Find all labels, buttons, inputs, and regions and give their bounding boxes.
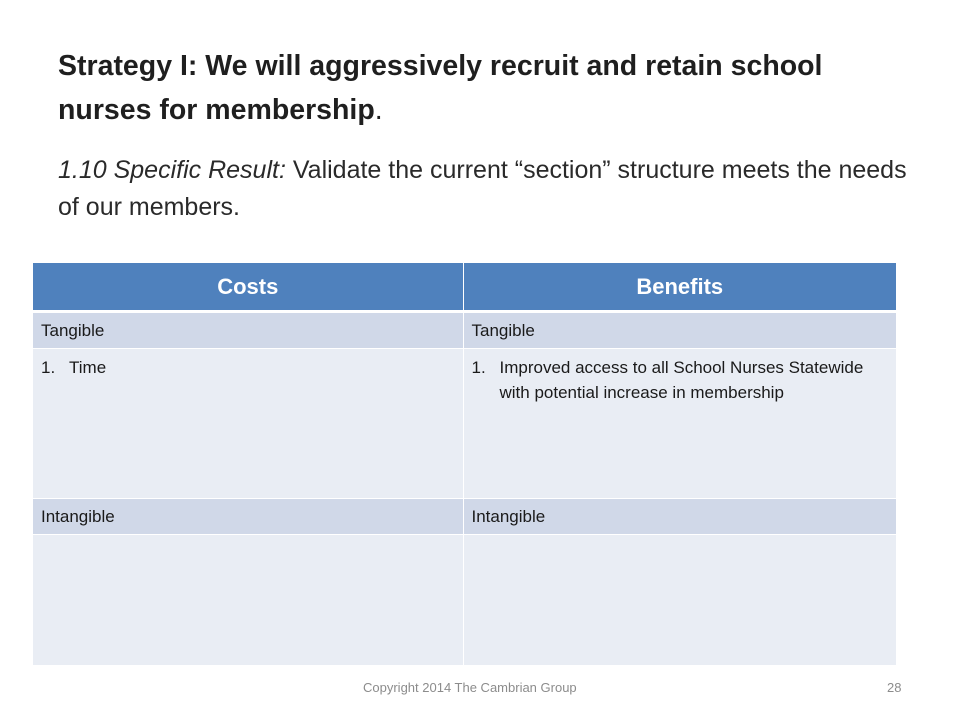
benefits-header: Benefits <box>463 263 896 312</box>
list-item-text: Improved access to all School Nurses Statewide with potential increase in membership <box>499 358 864 402</box>
costs-tangible-label: Tangible <box>33 312 463 349</box>
costs-header: Costs <box>33 263 463 312</box>
table-header-row <box>33 263 896 312</box>
page-number: 28 <box>887 680 902 695</box>
costs-intangible-label: Intangible <box>33 499 463 535</box>
intangible-row <box>33 499 896 535</box>
tangible-row <box>33 312 896 349</box>
costs-intangible-cell <box>33 535 463 666</box>
list-item-number: 1. <box>471 358 486 377</box>
tangible-content-row <box>33 349 896 499</box>
benefits-intangible-cell <box>463 535 896 666</box>
slide-title <box>58 44 918 132</box>
intangible-content-row <box>33 535 896 666</box>
copyright-text: Copyright 2014 The Cambrian Group <box>363 680 577 695</box>
benefits-tangible-label: Tangible <box>463 312 896 349</box>
slide-title-period: . <box>374 94 383 126</box>
subtitle-text: Validate the current “section” structure meets the needs of our members. <box>58 156 907 221</box>
slide-subtitle <box>58 152 908 226</box>
list-item-number: 1. <box>41 358 56 377</box>
subtitle-label: 1.10 Specific Result: <box>58 156 286 184</box>
costs-tangible-cell <box>33 349 463 499</box>
cost-benefit-table <box>33 263 896 665</box>
list-item <box>41 355 455 380</box>
list-item <box>472 355 889 405</box>
slide-title-text: Strategy I: We will aggressively recruit and retain school nurses for membership <box>58 50 823 126</box>
list-item-text: Time <box>69 358 107 377</box>
benefits-intangible-label: Intangible <box>463 499 896 535</box>
benefits-tangible-cell <box>463 349 896 499</box>
